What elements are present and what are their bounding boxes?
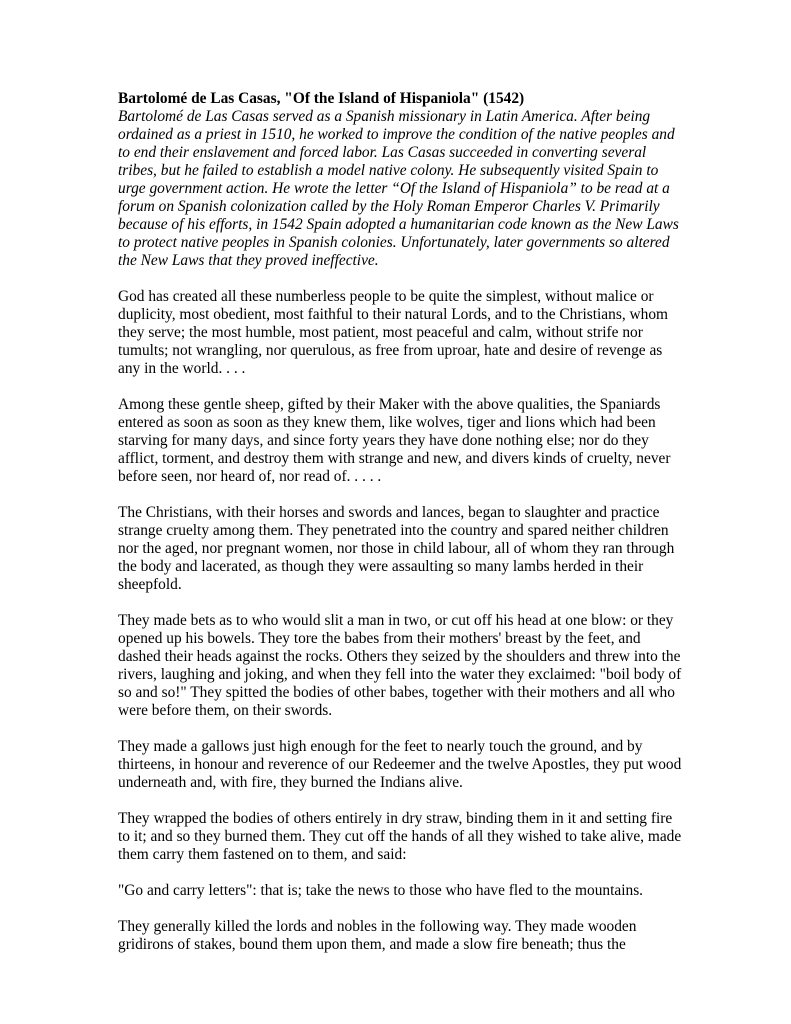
document-title: Bartolomé de Las Casas, "Of the Island of Hispaniola" (1542) <box>118 90 525 107</box>
paragraph-6: They wrapped the bodies of others entirely in dry straw, binding them in it and setting fire to it; and so they burned them. They cut off the hands of all they wished to take alive, made them carry them fastened on to them, and said: <box>118 810 682 863</box>
paragraph-4: They made bets as to who would slit a man in two, or cut off his head at one blow: or they opened up his bowels. They tore the babes from their mothers' breast by the feet, and dashed their heads against the rocks. Others they seized by the shoulders and threw into the rivers, laughing and joking, and when they fell into the water they exclaimed: "boil body of so and so!" They spitted the bodies of other babes, together with their mothers and all who were before them, on their swords. <box>118 612 682 719</box>
paragraph-2: Among these gentle sheep, gifted by their Maker with the above qualities, the Spaniards entered as soon as soon as they knew them, like wolves, tiger and lions which had been starving for many days, and since forty years they have done nothing else; nor do they afflict, torment, and destroy them with strange and new, and divers kinds of cruelty, never before seen, nor heard of, nor read of. . . . . <box>118 396 671 485</box>
document-intro: Bartolomé de Las Casas served as a Spanish missionary in Latin America. After being ordained as a priest in 1510, he worked to improve the condition of the native peoples and to end their enslavement and forced labor. Las Casas succeeded in converting several tribes, but he failed to establish a model native colony. He subsequently visited Spain to urge government action. He wrote the letter “Of the Island of Hispaniola” to be read at a forum on Spanish colonization called by the Holy Roman Emperor Charles V. Primarily because of his efforts, in 1542 Spain adopted a humanitarian code known as the New Laws to protect native peoples in Spanish colonies. Unfortunately, later governments so altered the New Laws that they proved ineffective. <box>118 108 679 269</box>
document-page <box>118 90 683 972</box>
paragraph-1: God has created all these numberless people to be quite the simplest, without malice or duplicity, most obedient, most faithful to their natural Lords, and to the Christians, whom they serve; the most humble, most patient, most peaceful and calm, without strife nor tumults; not wrangling, nor querulous, as free from uproar, hate and desire of revenge as any in the world. . . . <box>118 288 668 377</box>
paragraph-3: The Christians, with their horses and swords and lances, began to slaughter and practice strange cruelty among them. They penetrated into the country and spared neither children nor the aged, nor pregnant women, nor those in child labour, all of whom they ran through the body and lacerated, as though they were assaulting so many lambs herded in their sheepfold. <box>118 504 675 593</box>
paragraph-7: "Go and carry letters": that is; take the news to those who have fled to the mountains. <box>118 882 644 899</box>
paragraph-5: They made a gallows just high enough for the feet to nearly touch the ground, and by thirteens, in honour and reverence of our Redeemer and the twelve Apostles, they put wood underneath and, with fire, they burned the Indians alive. <box>118 738 682 791</box>
paragraph-8: They generally killed the lords and nobles in the following way. They made wooden gridirons of stakes, bound them upon them, and made a slow fire beneath; thus the <box>118 918 637 953</box>
